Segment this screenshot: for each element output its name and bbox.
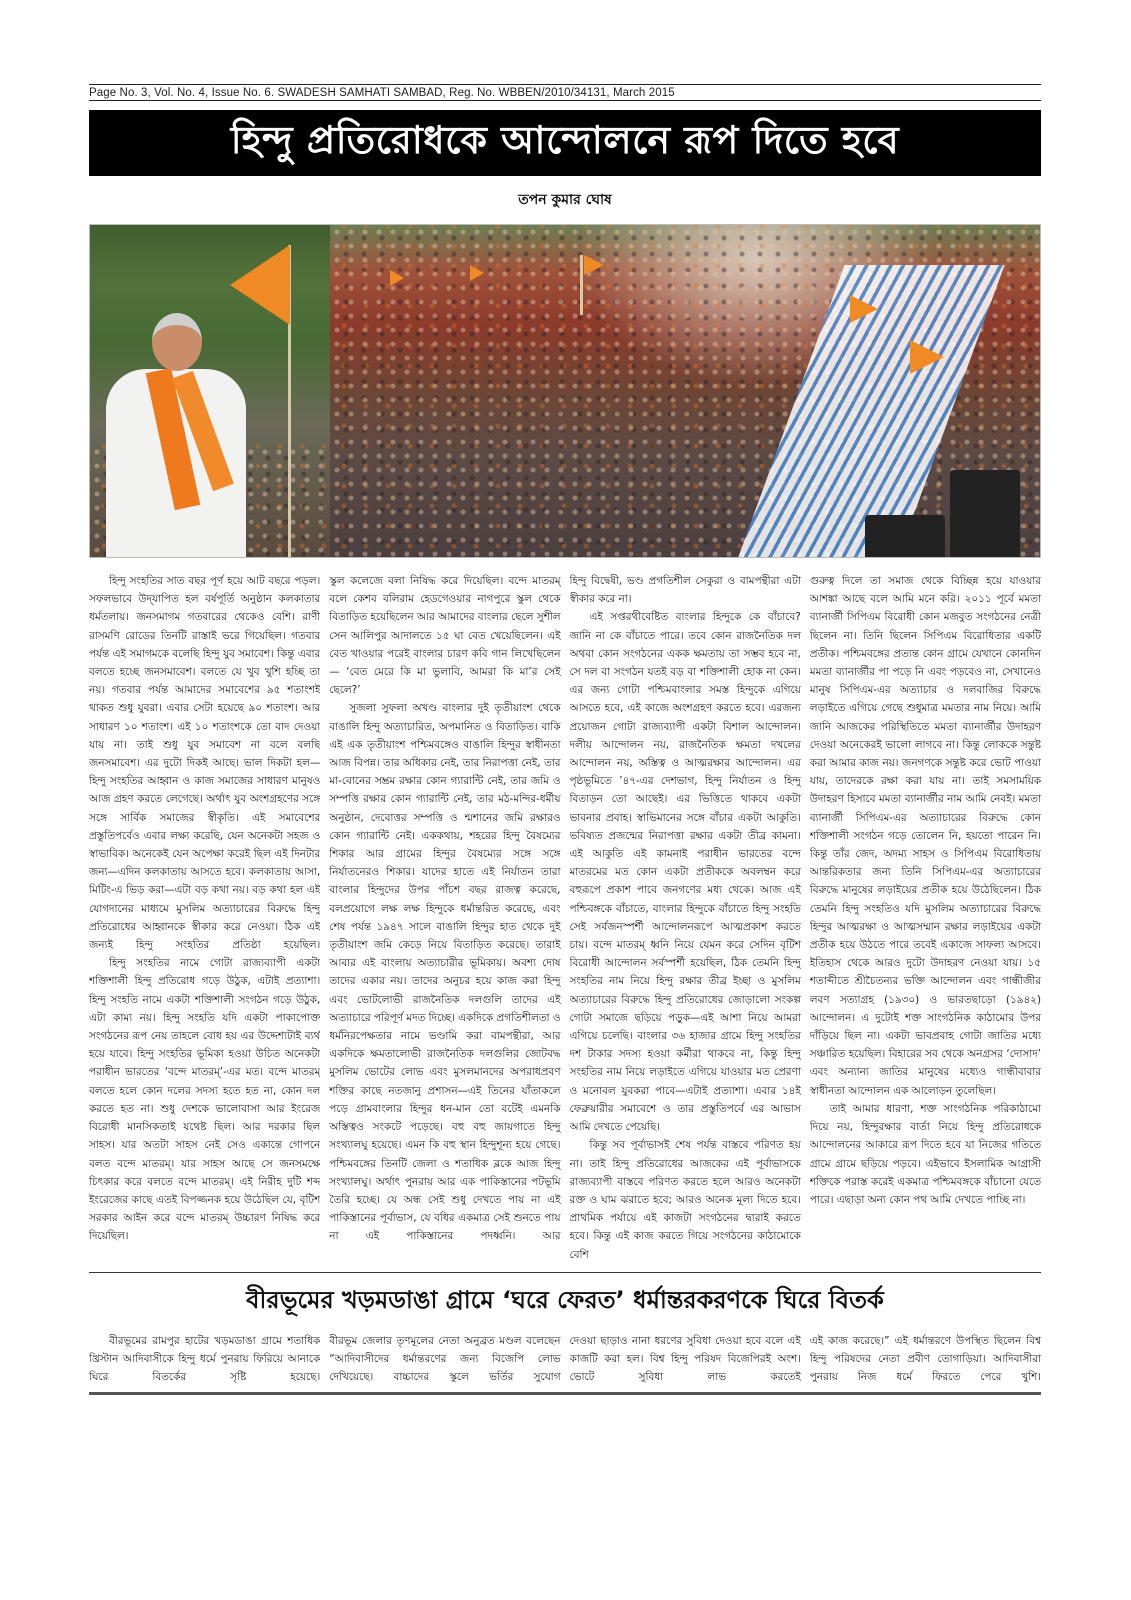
flag-pole xyxy=(580,255,583,315)
second-article-body xyxy=(89,1332,1041,1387)
paragraph: দেওয়া ছাড়াও নানা ধরণের সুবিধা দেওয়া হবে বলে এই কাজটি করা হল। বিশ্ব হিন্দু পরিষদ বিজেপিরই অংশ। ভোটে সুবিধা লাভ করতেই xyxy=(569,1334,801,1384)
paragraph: স্কুল কলেজে বলা নিষিদ্ধ করে দিয়েছিল। বন্দে মাতরম্ বলে কেশব বলিরাম হেডগেওয়ার নাগপুরে স্কুল থেকে বিতাড়িত হয়েছিলেন আর আমাদের বাংলার ছেলে সুশীল সেন আলিপুর আদালতে ১৫ ঘা বেত খেয়েছিলেন। এই বেত খাওয়ার পরেই বাংলার চারণ কবি গান লিখেছিলেন— ‘বেত মেরে কি মা ভুলাবি, আমরা কি মা’র সেই ছেলে?’ xyxy=(329,575,561,697)
paragraph: গুরুত্ব দিলে তা সমাজ থেকে বিচ্ছিন্ন হয়ে যাওয়ার আশঙ্কা আছে বলে আমি মনে করি। ২০১১ পূর্বে মমতা ব্যানার্জী সিপিএম বিরোধী কোন মজবুত সংগঠনের নেত্রী ছিলেন না। তিনি ছিলেন সিপিএম বিরোধিতার একটি প্রতীক। পশ্চিমবঙ্গের প্রত্যন্ত কোন গ্রামে যেখানে কোনদিন মমতা ব্যানার্জীর পা পড়ে নি এবং পড়বেও না, সেখানেও মানুষ সিপিএম-এর অত্যাচার ও দলবাজির বিরুদ্ধে লড়াইতে এগিয়ে গেছে শুধুমাত্র মমতার নাম নিয়ে। আমি জানি আজকের পরিস্থিতিতে মমতা ব্যানার্জীর উদাহরণ দেওয়া অনেকেরই ভালো লাগবে না। কিন্তু লোককে সন্তুষ্ট করা আমার কাজ নয়। জনগণকে সন্তুষ্ট করে ভোট পাওয়া যায়, তাদেরকে রক্ষা করা যায় না। তাই সমসাময়িক উদাহরণ হিসাবে মমতা ব্যানার্জীর নাম আমি নেবই। মমতা ব্যানার্জী সিপিএম-এর অত্যাচারের বিরুদ্ধে কোন শক্তিশালী সংগঠন গড়ে তোলেন নি, হয়তো পারেন নি। কিন্তু তাঁর জেদ, অদম্য সাহস ও সিপিএম বিরোধিতায় আন্তরিকতার জন্য তিনি সিপিএম-এর অত্যাচারের বিরুদ্ধে মানুষের লড়াইয়ের প্রতীক হয়ে উঠেছিলেন। ঠিক তেমনি হিন্দু সংহতিও যদি মুসলিম অত্যাচারের বিরুদ্ধে হিন্দুর আত্মরক্ষা ও আত্মসম্মান রক্ষার লড়াইয়ের একটা প্রতীক হয়ে উঠতে পারে তবেই একাজে সাফল্য আসবে। ইতিহাস থেকে আরও দুটো উদাহরণ নেওয়া যায়। ১৫ শতাব্দীতে শ্রীচৈতন্যর ভক্তি আন্দোলন এবং গান্ধীজীর লবণ সত্যাগ্রহ (১৯৩০) ও ভারতছাড়ো (১৯৪২) আন্দোলন। এ দুটোই শক্ত সাংগঠনিক কাঠামোর উপর দাঁড়িয়ে ছিল না। একটা ভাবপ্রবাহ গোটা জাতির মধ্যে সঞ্চারিত হয়েছিল। বিহারের সব থেকে অনগ্রসর ‘দোসাদ’ এবং অন্যান্য জাতির মানুষের মধ্যেও গান্ধীবাবার স্বাধীনতা আন্দোলন এক আলোড়ন তুলেছিল। xyxy=(809,575,1041,1097)
saffron-flag-icon xyxy=(910,340,944,374)
article-column-1 xyxy=(89,1332,320,1387)
speaker-photo xyxy=(90,225,330,557)
paragraph: হিন্দু সংহতির সাত বছর পূর্ণ হয়ে আট বছরে পড়ল। সফলভাবে উদ্‌যাপিত হল বর্ষপূর্তি অনুষ্ঠান কলকাতার ধর্মতলায়। জনসমাগম গতবারের থেকেও বেশি। রাণী রাসমণি রোডের তিনটি রাস্তাই ভরে গিয়েছিল। গতবার পর্যন্ত এই সমাগমকে বলেছি হিন্দু যুব সমাবেশ। কিন্তু এবার বলতে হচ্ছে জনসমাবেশ। বলতে যে খুব খুশি হচ্ছি তা নয়। গতবার পর্যন্ত আমাদের সমাবেশের ৯৫ শতাংশই থাকত শুধু যুবরা। এবার সেটা হয়েছে ৯০ শতাংশ। আর সাধারণ ১০ শতাংশ। এই ১০ শতাংশকে তো বাদ দেওয়া যায় না। তাই শুধু যুব সমাবেশ না বলে বলছি জনসমাবেশ। এর দুটো দিকই আছে। ভাল দিকটা হল—হিন্দু সংহতির আহ্বান ও কাজ সমাজের সাধারণ মানুষও আজ গ্রহণ করতে লেগেছে। অর্থাৎ যুব অংশগ্রহণের সঙ্গে সঙ্গে সার্বিক সমাজের স্বীকৃতি। এই সমাবেশের প্রস্তুতিপর্বেও এবার লক্ষ্য করেছি, যেন অনেকটা সহজ ও স্বাভাবিক। অনেকেই যেন অপেক্ষা করেই ছিল এই দিনটার জন্য—এদিন কলকাতায় আসতে হবে। কলকাতায় আসা, মিটিং-এ ভিড় করা—এটা বড় কথা নয়। বড় কথা হল এই যোগদানের মাধ্যমে মুসলিম অত্যাচারের বিরুদ্ধে হিন্দু প্রতিরোধের আহ্বানকে স্বীকার করে নেওয়া। ঠিক এই জন্যই হিন্দু সংহতির প্রতিষ্ঠা হয়েছিল। xyxy=(89,575,321,952)
paragraph: সুজলা সুফলা অখণ্ড বাংলার দুই তৃতীয়াংশ থেকে বাঙালি হিন্দু অত্যাচারিত, অপমানিত ও বিতাড়িত। বাকি এই এক তৃতীয়াংশ পশ্চিমবঙ্গেও বাঙালি হিন্দুর স্বাধীনতা আজ বিপন্ন। তার অধিকার নেই, তার নিরাপত্তা নেই, তার মা-বোনের সম্ভ্রম রক্ষার কোন গ্যারান্টি নেই, তার জমি ও সম্পত্তি রক্ষার কোন গ্যারান্টি নেই, তার মঠ-মন্দির-ধর্মীয় অনুষ্ঠান, দেবোত্তর সম্পত্তি ও শ্মশানের জমি রক্ষারও কোন গ্যারান্টি নেই। এককথায়, শহরের হিন্দু বৈষম্যের শিকার আর গ্রামের হিন্দুর বৈষম্যের সঙ্গে সঙ্গে নির্যাতনেরও শিকার। যাদের হাতে এই নির্যাতন তারা বাংলার হিন্দুদের উপর পাঁচশ বছর রাজত্ব করেছে, বলপ্রয়োগে লক্ষ লক্ষ হিন্দুকে ধর্মান্তরিত করেছে, এবং শেষ পর্যন্ত ১৯৪৭ সালে বাঙালি হিন্দুর হাত থেকে দুই তৃতীয়াংশ জমি কেড়ে নিয়ে বিতাড়িত করেছে। তারাই আবার এই বাংলায় অত্যাচারীর ভূমিকায়। অবশ্য দোষ তাদের একার নয়। তাদের অনুচর হয়ে কাজ করা হিন্দু এবং ভোটলোভী রাজনৈতিক দলগুলি তাদের এই অত্যাচারে পরিপূর্ণ মদত দিচ্ছে। একদিকে প্রগতিশীলতা ও ধর্মনিরপেক্ষতার নামে ভণ্ডামি করা বামপন্থীরা, আর একদিকে ক্ষমতালোভী রাজনৈতিক দলগুলির জোটবদ্ধ মুসলিম ভোটের লোভ এবং মুসলমানদের অপরাধপ্রবণ শক্তির কাছে নতজানু প্রশাসন—এই তিনের যাঁতাকলে পড়ে গ্রামবাংলার হিন্দুর ধন-মান তো বটেই এমনকি অস্তিত্বও সংকটে পড়েছে। বহু বহু জায়গাতে হিন্দু সংখ্যালঘু হয়েছে। এমন কি বহু স্থান হিন্দুশূন্য হয়ে গেছে। পশ্চিমবঙ্গের তিনটি জেলা ও শতাধিক ব্লকে আজ হিন্দু সংখ্যালঘু। অর্থাৎ পুনরায় আর এক পাকিস্তানের পটভূমি তৈরি হচ্ছে। যে অন্ধ সেই শুধু দেখতে পায় না এই পাকিস্তানের পূর্বাভাস, যে বধির একমাত্র সেই শুনতে পায় না এই পাকিস্তানের পদধ্বনি। আর xyxy=(329,702,561,1243)
article-column-3 xyxy=(570,1332,801,1387)
loudspeaker-box xyxy=(950,470,1020,558)
saffron-flag-icon xyxy=(850,295,878,323)
article-column-4 xyxy=(810,1332,1041,1387)
article-column-2 xyxy=(329,1332,560,1387)
paragraph: হিন্দু বিদ্বেষী, ভণ্ড প্রগতিশীল সেকুরা ও বামপন্থীরা এটা স্বীকার করে না। xyxy=(569,575,801,606)
masthead-rule xyxy=(89,100,1041,101)
saffron-flag-icon xyxy=(470,265,484,281)
crowd-photo xyxy=(330,225,1040,557)
section-divider xyxy=(89,1272,1041,1273)
masthead: Page No. 3, Vol. No. 4, Issue No. 6. SWADESH SAMHATI SAMBAD, Reg. No. WBBEN/2010/34131, March 2015 xyxy=(89,87,675,99)
rally-photo xyxy=(89,224,1041,558)
article-column-3 xyxy=(570,572,801,1264)
article-column-1 xyxy=(89,572,320,1264)
paragraph: তাই আমার ধারণা, শক্ত সাংগঠনিক পরিকাঠামো দিয়ে নয়, হিন্দুরক্ষার বার্তা নিয়ে হিন্দু প্রতিরোধকে আন্দোলনের আকারে রূপ দিতে হবে যা নিজের গতিতে গ্রামে গ্রামে ছড়িয়ে পড়বে। এইভাবে ইসলামিক আগ্রাসী শক্তিকে পরাস্ত করেই একমাত্র পশ্চিমবঙ্গকে বাঁচানো যেতে পারে। এছাড়া অন্য কোন পথ আমি দেখতে পাচ্ছি না। xyxy=(809,1102,1041,1206)
speaker-figure xyxy=(96,313,246,558)
paragraph: বীরভূমের রামপুর হাটের খড়মডাঙা গ্রামে শতাধিক খ্রিস্টান আদিবাসীকে হিন্দু ধর্মে পুনরায় ফিরিয়ে আনাকে ঘিরে বিতর্কের সৃষ্টি হয়েছে। xyxy=(89,1334,321,1384)
article-column-4 xyxy=(810,572,1041,1264)
headline-banner xyxy=(89,110,1041,176)
second-headline: বীরভূমের খড়মডাঙা গ্রামে ‘ঘরে ফেরত’ ধর্মান্তরকরণকে ঘিরে বিতর্ক xyxy=(246,1285,884,1314)
loudspeaker-box xyxy=(865,515,945,558)
saffron-flag-icon xyxy=(390,270,404,286)
byline: তপন কুমার ঘোষ xyxy=(518,192,612,208)
paragraph: হিন্দু সংহতির নামে গোটা রাজ্যব্যাপী একটা শক্তিশালী হিন্দু প্রতিরোধ গড়ে উঠুক, এটাই প্রত্যাশা। হিন্দু সংহতি নামে একটা শক্তিশালী সংগঠন গড়ে উঠুক, এটা কাম্য নয়। হিন্দু সংহতি যদি একটা পাকাপোক্ত সংগঠনের রূপ নেয় তাহলে বোধ হয় এর উদ্দেশ্যটাই ব্যর্থ হয়ে যাবে। হিন্দু সংহতির ভূমিকা হওয়া উচিত অনেকটা পরাধীন ভারতের ‘বন্দে মাতরম্’-এর মত। বন্দে মাতরম্ বলতে হলে কোন দলের সদস্য হতে হত না, কোন দল করতে হত না। শুধু দেশকে ভালোবাসা আর ইংরেজ বিরোধী মানসিকতাই যথেষ্ট ছিল। আর দরকার ছিল সাহস। যার অতটা সাহস নেই সেও একান্তে গোপনে বলত বন্দে মাতরম্। যার সাহস আছে সে জনসমক্ষে চিৎকার করে বলতে বন্দে মাতরম্। এই নিরীহ দুটি শব্দ ইংরেজের কাছে এতই বিপজ্জনক হয়ে উঠেছিল যে, বৃটিশ সরকার আইন করে বন্দে মাতরম্ উচ্চারণ নিষিদ্ধ করে দিয়েছিল। xyxy=(89,957,321,1243)
paragraph: কিন্তু সব পূর্বাভাসই শেষ পর্যন্ত বাস্তবে পরিণত হয় না। তাই হিন্দু প্রতিরোধের আজকের এই পূর্বাভাসকে রাজ্যব্যাপী বাস্তবে পরিণত করতে হলে আরও অনেকটা রক্ত ও ঘাম ঝরাতে হবে; আরও অনেক মূল্য দিতে হবে। প্রাথমিক পর্যায়ে এই কাজটা সংগঠনের দ্বারাই করতে হবে। কিন্তু এই কাজ করতে গিয়ে সংগঠনের কাঠামোকে বেশি xyxy=(569,1139,801,1261)
main-headline: হিন্দু প্রতিরোধকে আন্দোলনে রূপ দিতে হবে xyxy=(230,118,900,162)
main-article-body xyxy=(89,572,1041,1264)
newspaper-page xyxy=(89,84,1041,1395)
article-column-2 xyxy=(329,572,560,1264)
paragraph: এই কাজ করেছে।” এই ধর্মান্তরণে উপস্থিত ছিলেন বিশ্ব হিন্দু পরিষদের নেতা প্রবীণ তোগাড়িয়া। আদিবাসীরা পুনরায় নিজ ধর্মে ফিরতে পেরে খুশি। xyxy=(809,1334,1041,1384)
paragraph: বীরভূম জেলার তৃণমূলের নেতা অনুব্রত মণ্ডল বলেছেন “আদিবাসীদের ধর্মান্তরণের জন্য বিজেপি লোভ দেখিয়েছে। বাচ্চাদের স্কুলে ভর্তির সুযোগ xyxy=(329,1334,561,1384)
bottom-rule xyxy=(89,1392,1041,1395)
paragraph: এই সপ্তরথীবেষ্টিত বাংলার হিন্দুকে কে বাঁচাবে? জানি না কে বাঁচাতে পারে। তবে কোন রাজনৈতিক দল অথবা কোন সংগঠনের একক ক্ষমতায় তা সম্ভব হবে না, সে দল বা সংগঠন যতই বড় বা শক্তিশালী হোক না কেন। এর জন্য গোটা পশ্চিমবাংলার সমস্ত হিন্দুকে এগিয়ে আসতে হবে, এই কাজে অংশগ্রহণ করতে হবে। এরজন্য প্রয়োজন গোটা রাজ্যব্যাপী একটা বিশাল আন্দোলন। দলীয় আন্দোলন নয়, রাজনৈতিক ক্ষমতা দখলের আন্দোলন নয়, অস্তিত্ব ও আত্মরক্ষার আন্দোলন। এর পৃষ্ঠভূমিতে ’৪৭-এর দেশভাগ, হিন্দু নির্যাতন ও হিন্দু বিতাড়ন তো আছেই। এর ভিত্তিতে থাকবে একটা ভাবনার প্রবাহ। স্বাভিমানের সঙ্গে বাঁচার একটা আকুতি। ভবিষ্যত প্রজন্মের নিরাপত্তা রক্ষার একটা তীব্র কামনা। এই আকুতি এই কামনাই পরাধীন ভারতের বন্দে মাতরমের মত কোন একটা প্রতীককে অবলম্বন করে বহুরূপে প্রকাশ পাবে জনগণের মধ্য থেকে। আজ এই পশ্চিবঙ্গকে বাঁচাতে, বাংলার হিন্দুকে বাঁচাতে হিন্দু সংহতি সেই সর্বজনস্পর্শী আন্দোলনরূপে আত্মপ্রকাশ করতে চায়। বন্দে মাতরম্ ধ্বনি নিয়ে যেমন করে সেদিন বৃটিশ বিরোধী আন্দোলন সর্বস্পর্শী হয়েছিল, ঠিক তেমনি হিন্দু সংহতির নাম নিয়ে হিন্দু রক্ষার তীব্র ইচ্ছা ও মুসলিম অত্যাচারের বিরুদ্ধে হিন্দু প্রতিরোধের জোড়ালো সংকল্প গোটা সমাজে ছড়িয়ে পড়ুক—এই আশা নিয়ে আমরা এগিয়ে চলেছি। বাংলার ৩৬ হাজার গ্রামে হিন্দু সংহতির দশ টাকার সদস্য হওয়া কর্মীরা থাকবে না, কিন্তু হিন্দু সংহতির নাম নিয়ে লড়াইতে এগিয়ে যাওয়ার মত প্রেরণা ও মনোবল যুবকরা পাবে—এটাই প্রত্যাশা। এবার ১৪ই ফেব্রুয়ারীর সমাবেশে ও তার প্রস্তুতিপর্বে এর আভাস আমি দেখতে পেয়েছি। xyxy=(569,611,801,1134)
trees xyxy=(90,225,330,285)
saffron-flag-icon xyxy=(584,255,604,275)
